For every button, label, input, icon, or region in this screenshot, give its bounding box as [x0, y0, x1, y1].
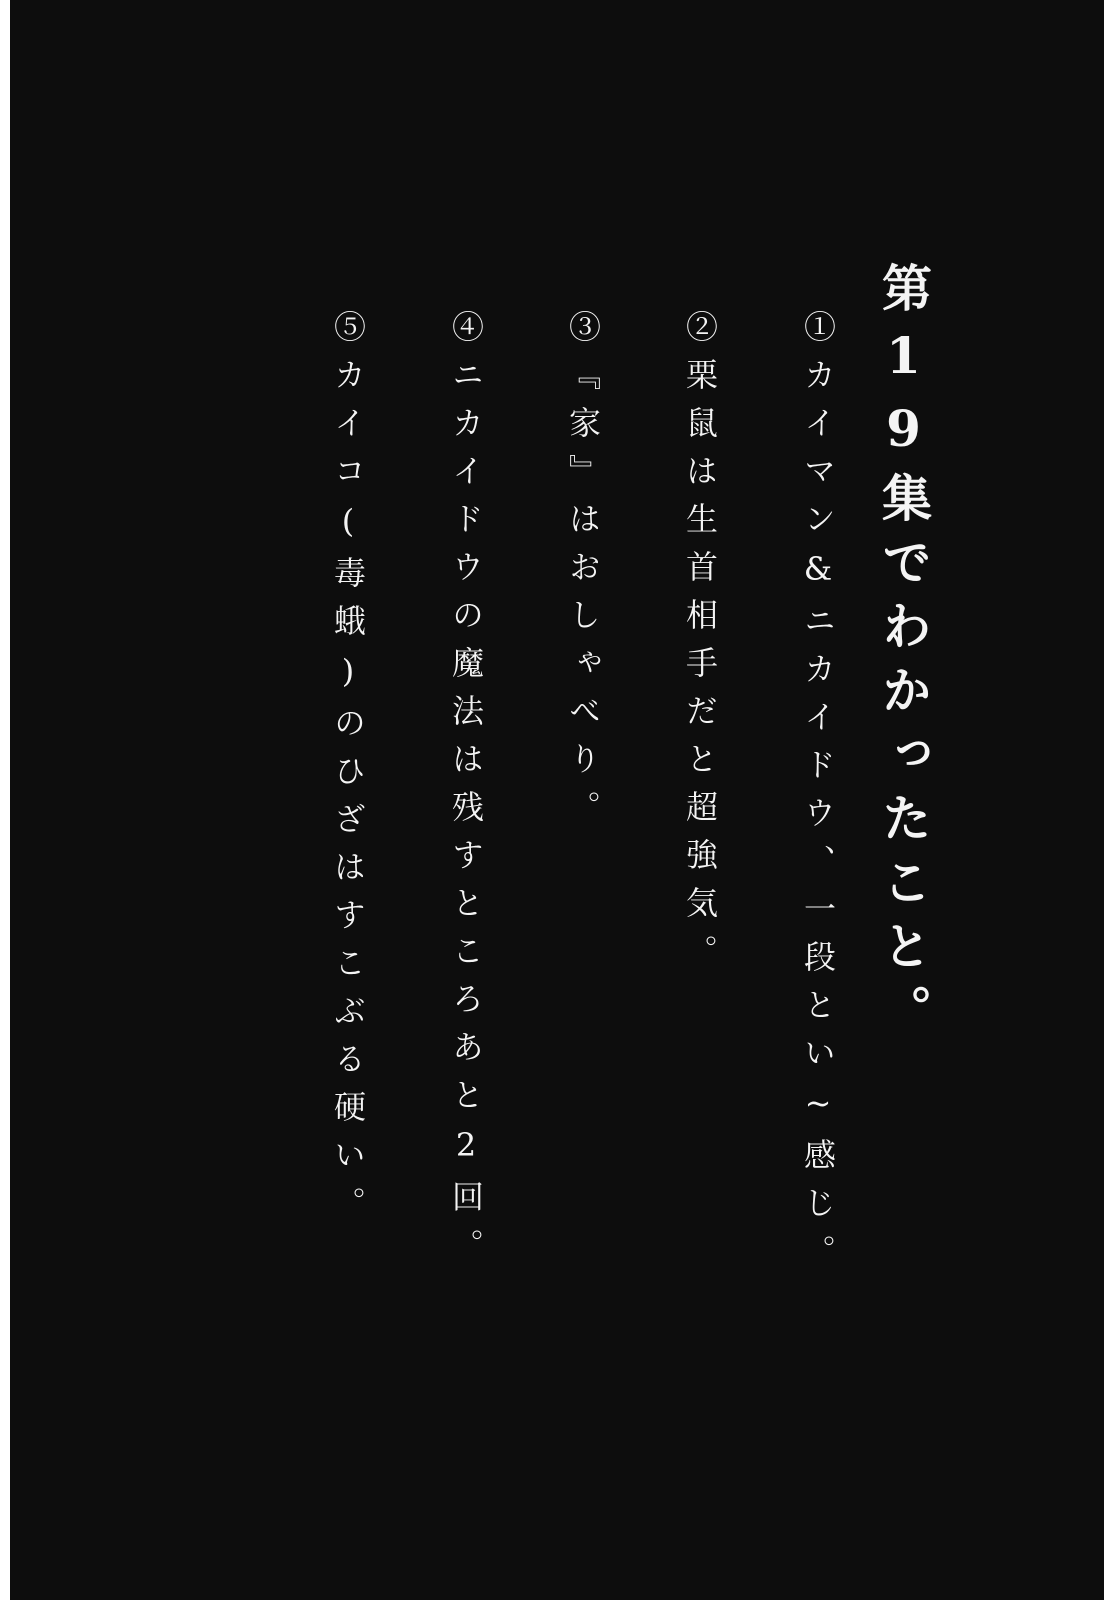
list-item-1: ①カイマン&ニカイドウ、一段とい~感じ。 [799, 310, 837, 1282]
list-item-3: ③『家』はおしゃべり。 [564, 310, 602, 838]
list-item-4: ④ニカイドウの魔法は残すところあと2回。 [447, 310, 485, 1276]
page-title: 第19集でわかったこと。 [874, 262, 933, 1048]
list-item-5: ⑤カイコ(毒蛾)のひざはすこぶる硬い。 [329, 310, 367, 1234]
manga-page [10, 0, 1104, 1600]
list-item-2: ②栗鼠は生首相手だと超強気。 [681, 310, 719, 982]
